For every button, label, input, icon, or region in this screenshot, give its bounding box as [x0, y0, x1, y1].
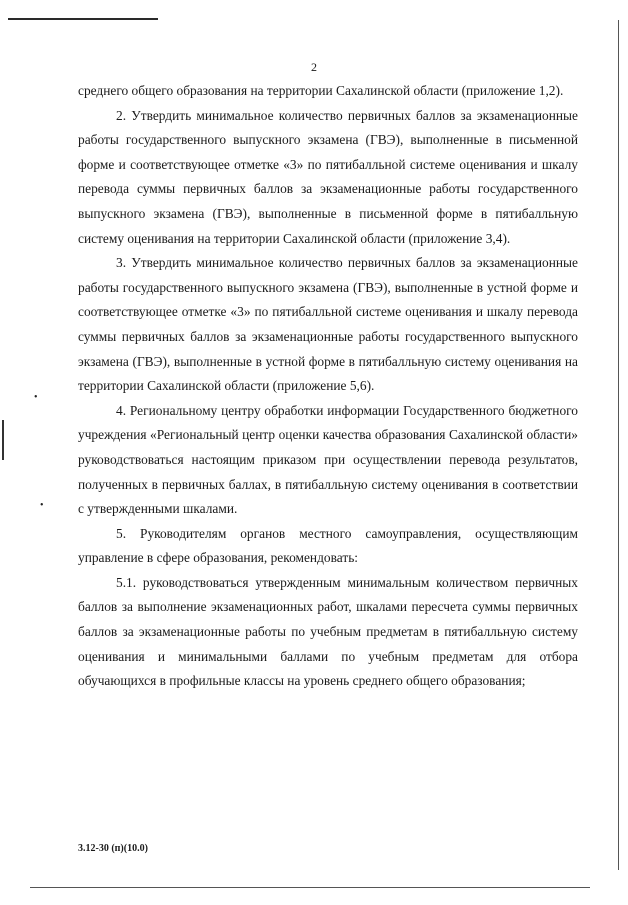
paragraph-item-4: 4. Региональному центру обработки информации Государственного бюджетного учреждения «Региональный центр оценки качества образования Сахалинской области» руководствоваться настоящим приказом при осуществлении перевода результатов, полученных в первичных баллах, в пятибалльную систему оценивания в соответствии с утвержденными шкалами.	[78, 402, 578, 517]
scan-speck: •	[34, 392, 38, 403]
paragraph-item-2: 2. Утвердить минимальное количество первичных баллов за экзаменационные работы государственного выпускного экзамена (ГВЭ), выполненные в письменной форме и соответствующее отметке «3» по пятибалльной системе оценивания и шкалу перевода суммы первичных баллов за экзаменационные работы государственного выпускного экзамена (ГВЭ), выполненные в письменной форме в пятибалльную систему оценивания на территории Сахалинской области (приложение 3,4).	[78, 107, 578, 246]
paragraph-item-5-1: 5.1. руководствоваться утвержденным минимальным количеством первичных баллов за выполнение экзаменационных работ, шкалами пересчета суммы первичных баллов за экзаменационные работы по учебным предметам в пятибалльную систему оценивания и минимальными баллами по учебным предметам для отбора обучающихся в профильные классы на уровень среднего общего образования;	[78, 574, 578, 689]
page-number: 2	[311, 60, 317, 74]
scan-artifact-right-edge	[618, 20, 619, 870]
scan-speck: •	[40, 500, 44, 511]
paragraph-continuation: среднего общего образования на территории Сахалинской области (приложение 1,2).	[78, 83, 564, 98]
paragraph-item-5: 5. Руководителям органов местного самоуправления, осуществляющим управление в сфере образования, рекомендовать:	[78, 525, 578, 566]
scan-artifact-left-mark	[2, 420, 4, 460]
scan-artifact-bottom-line	[30, 887, 590, 888]
paragraph-item-3: 3. Утвердить минимальное количество первичных баллов за экзаменационные работы государственного выпускного экзамена (ГВЭ), выполненные в устной форме и соответствующее отметке «3» по пятибалльной системе оценивания и шкалу перевода суммы первичных баллов за экзаменационные работы государственного выпускного экзамена (ГВЭ), выполненные в устной форме в пятибалльную систему оценивания на территории Сахалинской области (приложение 5,6).	[78, 255, 578, 394]
document-body	[78, 79, 578, 694]
scan-artifact-top-line	[8, 18, 158, 20]
document-code: 3.12-30 (п)(10.0)	[78, 843, 148, 854]
